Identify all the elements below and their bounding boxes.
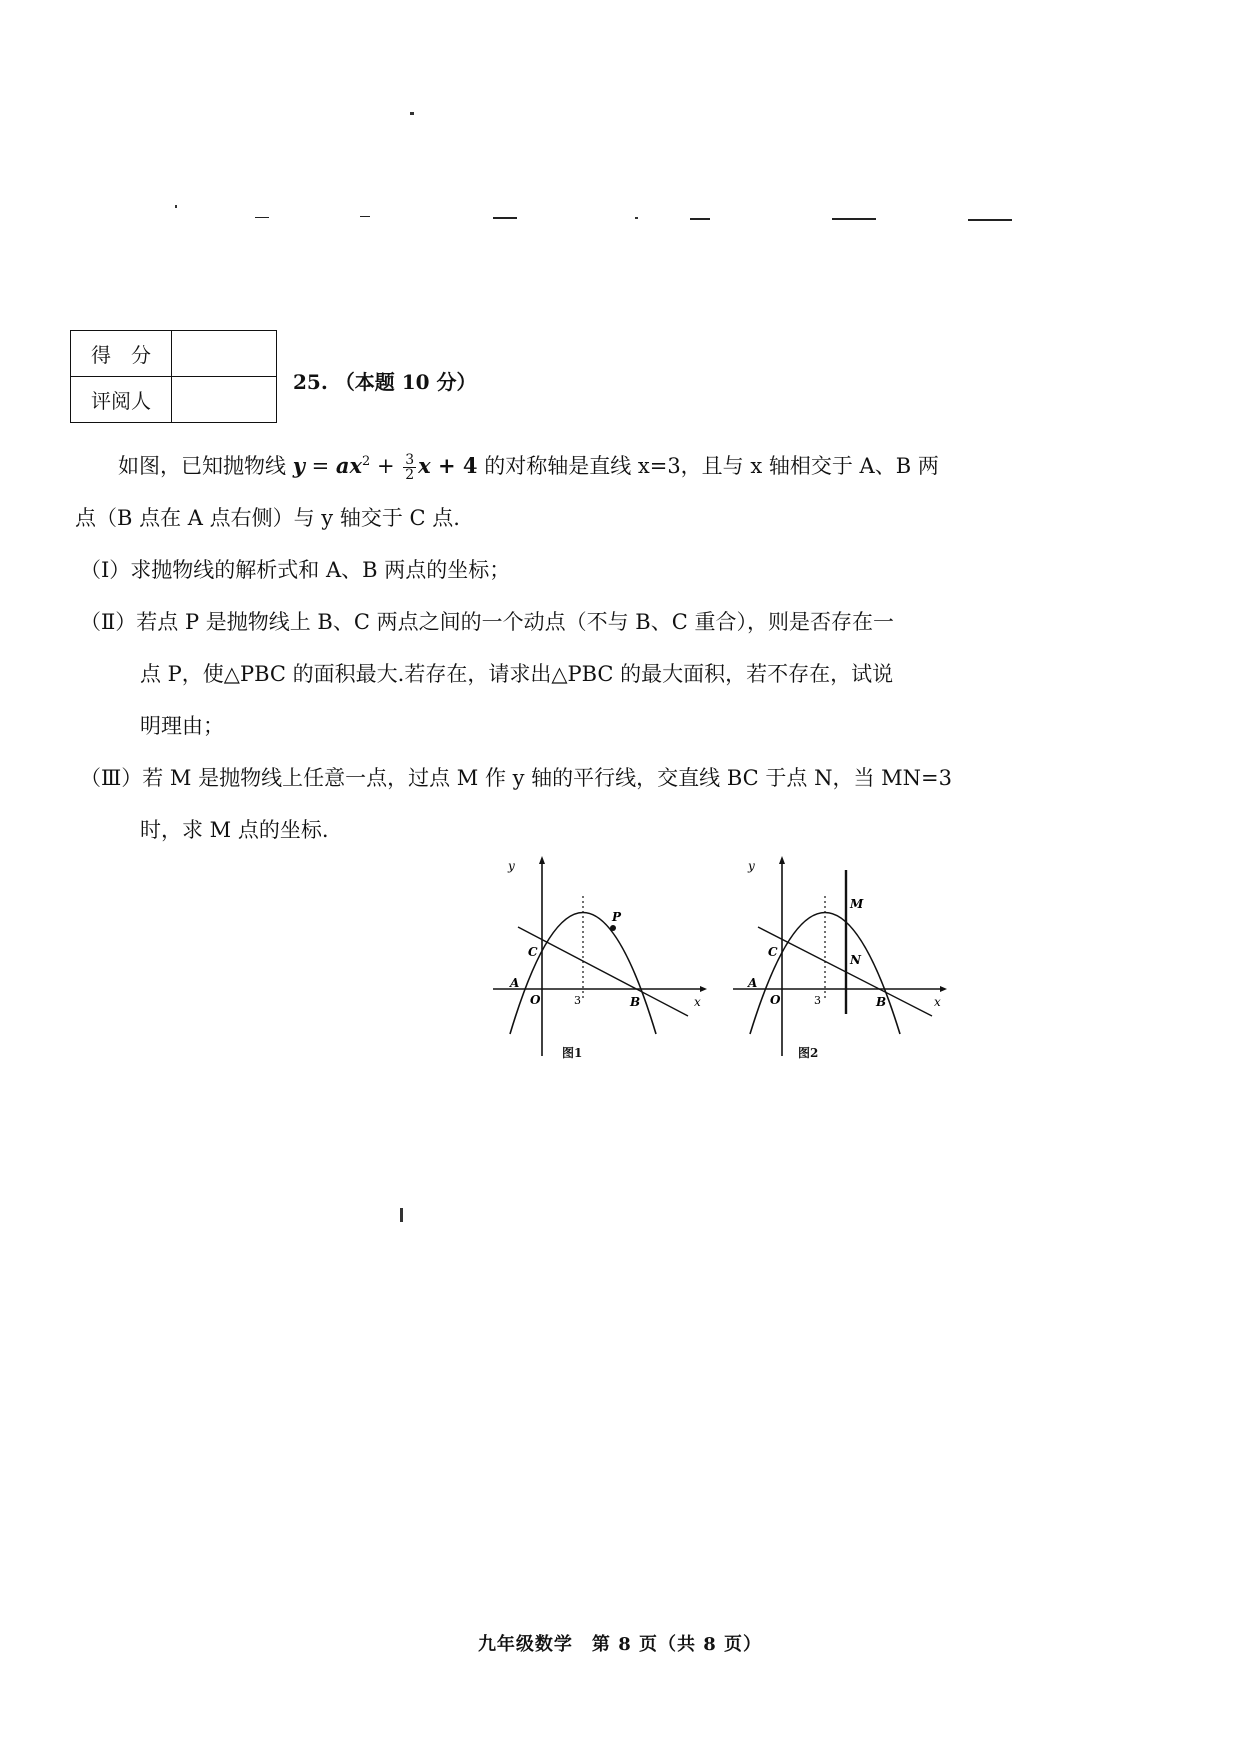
- equation: [292, 452, 485, 483]
- fig1-label-c: C: [528, 945, 538, 959]
- part-2-line-2: 点 P，使△PBC 的面积最大.若存在，请求出△PBC 的最大面积，若不存在，试说: [140, 662, 894, 686]
- eq-ax: ax: [335, 453, 362, 478]
- scan-mark: [635, 217, 638, 219]
- fig1-label-p: P: [612, 910, 622, 924]
- part-2-line-3: 明理由；: [140, 714, 224, 738]
- page-footer: 九年级数学 第 8 页（共 8 页）: [477, 1634, 763, 1655]
- eq-frac-den: 2: [405, 467, 415, 483]
- scan-mark: [410, 112, 414, 115]
- part-3-line-2: 时，求 M 点的坐标.: [140, 818, 329, 842]
- figure-2-caption: 图2: [798, 1046, 819, 1060]
- eq-sup: 2: [361, 454, 371, 469]
- fig1-label-b: B: [630, 995, 641, 1009]
- scan-mark: [175, 205, 177, 208]
- fig2-label-a: A: [748, 976, 758, 990]
- eq-y: y: [292, 453, 305, 478]
- fig2-label-x: x: [934, 995, 941, 1009]
- eq-tail: + 4: [430, 453, 478, 478]
- figure-1: [488, 856, 708, 1070]
- reviewer-field[interactable]: [172, 377, 277, 423]
- intro-line-2: 点（B 点在 A 点右侧）与 y 轴交于 C 点.: [75, 506, 460, 530]
- fig1-label-x: x: [694, 995, 701, 1009]
- fig2-label-y: y: [748, 859, 755, 873]
- fig2-label-b: B: [876, 995, 887, 1009]
- scan-mark: [968, 219, 1012, 221]
- fig1-label-3: 3: [574, 994, 581, 1007]
- eq-x: x: [418, 453, 431, 478]
- figure-2: [728, 856, 948, 1070]
- figure-1-caption: 图1: [562, 1046, 583, 1060]
- scan-mark: [832, 218, 876, 220]
- scan-mark: [360, 216, 370, 217]
- fig1-label-o: O: [530, 993, 541, 1007]
- fig2-label-m: M: [850, 897, 864, 911]
- part-2-line-1: （Ⅱ）若点 P 是抛物线上 B、C 两点之间的一个动点（不与 B、C 重合），则是否存在一: [80, 610, 894, 634]
- fig2-label-3: 3: [814, 994, 821, 1007]
- fig1-label-y: y: [508, 859, 515, 873]
- fig2-label-c: C: [768, 945, 778, 959]
- question-header: 25. （本题 10 分）: [293, 370, 477, 394]
- fig1-label-a: A: [510, 976, 520, 990]
- part-3-line-1: （Ⅲ）若 M 是抛物线上任意一点，过点 M 作 y 轴的平行线，交直线 BC 于点 N，当 MN=3: [80, 766, 952, 790]
- eq-plus: +: [370, 454, 402, 478]
- eq-fraction: [403, 453, 416, 482]
- score-label: 得 分: [71, 331, 172, 377]
- figure-1-graph: [488, 856, 708, 1066]
- scan-mark: [255, 217, 269, 218]
- fig2-label-o: O: [770, 993, 781, 1007]
- figure-2-graph: [728, 856, 948, 1066]
- question-intro: [118, 448, 939, 482]
- scan-mark: [493, 217, 517, 219]
- eq-frac-num: 3: [405, 452, 415, 468]
- fig2-label-n: N: [850, 953, 861, 967]
- part-1: （Ⅰ）求抛物线的解析式和 A、B 两点的坐标；: [80, 558, 511, 582]
- score-box: [70, 330, 277, 423]
- point-p: [610, 925, 616, 931]
- score-field[interactable]: [172, 331, 277, 377]
- scan-mark: [400, 1208, 403, 1222]
- reviewer-label: 评阅人: [71, 377, 172, 423]
- intro-suffix: 的对称轴是直线 x=3，且与 x 轴相交于 A、B 两: [484, 454, 939, 478]
- eq-equals: =: [304, 454, 336, 478]
- intro-prefix: 如图，已知抛物线: [118, 454, 286, 478]
- scan-mark: [690, 218, 710, 220]
